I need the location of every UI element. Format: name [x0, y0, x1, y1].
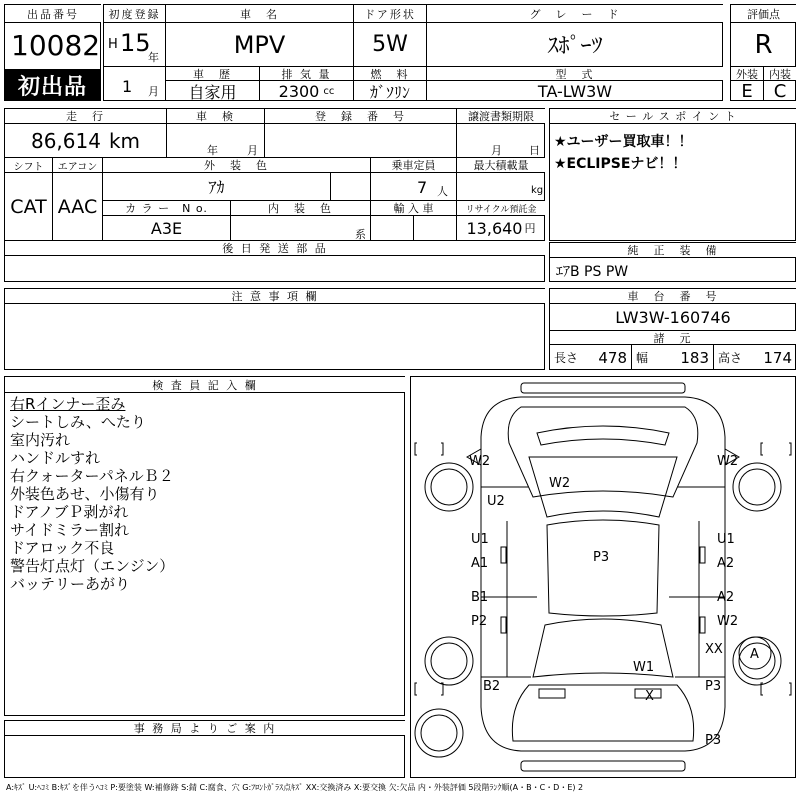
sales-label: セ ー ル ス ポ イ ン ト — [550, 109, 796, 124]
recycle: 13,640 — [466, 218, 523, 238]
history-label: 車 歴 — [166, 67, 260, 81]
color-no-label: カ ラ ー N o. — [103, 201, 231, 216]
inspector-line-7: ドアノブＰ剥がれ — [10, 503, 129, 521]
fuel: ｶﾞｿﾘﾝ — [354, 81, 427, 101]
parts-label: 後 日 発 送 部 品 — [5, 241, 545, 256]
mark-xx: XX — [705, 642, 723, 657]
mark-p3-bottom: P3 — [705, 733, 722, 748]
month: 1 — [122, 77, 133, 96]
inspector-block — [4, 376, 405, 716]
capacity-label: 乗車定員 — [371, 158, 457, 173]
inspection-cell — [167, 124, 265, 158]
year-unit: 年 — [148, 51, 159, 64]
mark-a2-r2: A2 — [717, 590, 735, 605]
score: R — [731, 23, 796, 67]
mark-w2-fl: W2 — [469, 454, 491, 469]
mark-a-circle: A — [750, 647, 759, 662]
chassis-label: 車 台 番 号 — [550, 289, 796, 304]
transfer-month: 月 — [491, 144, 502, 157]
inspector-line-9: ドアロック不良 — [10, 539, 115, 557]
recycle-unit: 円 — [524, 222, 536, 235]
mark-w1: W1 — [633, 660, 655, 675]
recycle-cell — [457, 216, 545, 241]
year: 15 — [120, 29, 151, 57]
mark-a1-l: A1 — [471, 556, 489, 571]
displacement-label: 排 気 量 — [260, 67, 354, 81]
transfer-day: 日 — [529, 144, 540, 157]
office-block — [4, 720, 405, 778]
equipment-label: 純 正 装 備 — [550, 243, 796, 258]
inspector-line-3: 室内汚れ — [10, 431, 71, 449]
reg-value — [265, 124, 457, 158]
inspector-line-4: ハンドルすれ — [10, 449, 101, 467]
int-color-cell — [231, 216, 371, 241]
exterior: E — [731, 81, 764, 101]
first-reg-label: 初度登録 — [104, 5, 166, 23]
parts-value — [5, 256, 545, 282]
mark-w2-fr: W2 — [717, 454, 739, 469]
car-diagram-block — [410, 376, 796, 778]
sales-block — [549, 108, 796, 241]
model: TA-LW3W — [537, 81, 613, 101]
footer-legend: A:ｷｽﾞ U:ﾍｺﾐ B:ｷｽﾞを伴うﾍｺﾐ P:要塗装 W:補修跡 S:錆 C:腐食、穴 G:ﾌﾛﾝﾄｶﾞﾗｽ点ｷｽﾞ XX:交換済み X:要交換 欠:欠品 内・外装評価 5段階ﾗﾝｸ順(A・B・C・D・E) 2 — [6, 783, 584, 792]
shift: CAT — [5, 173, 53, 241]
import-b — [414, 216, 457, 241]
history: 自家用 — [166, 81, 260, 101]
reg-label: 登 録 番 号 — [265, 109, 457, 124]
color: ｱｶ — [103, 173, 331, 201]
interior: C — [773, 81, 787, 101]
first-listing-badge: 初出品 — [5, 69, 100, 101]
sales-line-2: ★ECLIPSEナビ！！ — [554, 156, 687, 172]
load-cell — [457, 173, 545, 201]
displacement-unit: cc — [323, 85, 335, 97]
equipment-block — [549, 242, 796, 282]
recycle-label: リサイクル預託金 — [457, 201, 545, 216]
inspector-lines — [10, 395, 174, 593]
capacity-unit: 人 — [437, 185, 448, 198]
load-unit: kg — [531, 185, 544, 196]
import-label: 輸 入 車 — [371, 201, 457, 216]
car-name-label: 車 名 — [166, 5, 354, 23]
inspector-line-2: シートしみ、へたり — [10, 413, 146, 431]
inspection-year: 年 — [207, 144, 218, 157]
height: 174 — [763, 348, 792, 367]
mark-u1-r: U1 — [717, 532, 735, 547]
mark-u1-l: U1 — [471, 532, 489, 547]
main-header — [103, 4, 723, 101]
mark-b1-l: B1 — [471, 590, 489, 605]
score-label: 評価点 — [731, 5, 796, 23]
door-label: ドア形状 — [354, 5, 427, 23]
mark-w2-r2: W2 — [717, 614, 739, 629]
color-blank — [331, 173, 371, 201]
color-no: A3E — [103, 216, 231, 241]
mark-a2-r: A2 — [717, 556, 735, 571]
length: 478 — [598, 348, 627, 367]
lot-number: 10082 — [11, 29, 101, 62]
month-unit: 月 — [148, 85, 159, 98]
transfer-cell — [457, 124, 545, 158]
ac: AAC — [53, 173, 103, 241]
height-cell — [714, 345, 796, 370]
mark-p3-rq: P3 — [705, 679, 722, 694]
inspector-label: 検 査 員 記 入 欄 — [5, 377, 405, 393]
mark-u2: U2 — [487, 494, 505, 509]
inspector-line-6: 外装色あせ、小傷有り — [10, 485, 160, 503]
interior-label: 内装 — [764, 67, 796, 81]
int-color-label: 内 装 色 — [231, 201, 371, 216]
capacity-cell — [371, 173, 457, 201]
ac-label: エアコン — [53, 158, 103, 173]
notes-label: 注 意 事 項 欄 — [5, 289, 545, 304]
int-color-unit: 系 — [355, 228, 366, 241]
mark-b2: B2 — [483, 679, 501, 694]
mileage-cell — [5, 124, 167, 158]
detail-block — [4, 108, 545, 282]
mark-w2-hood: W2 — [549, 476, 571, 491]
width-cell — [632, 345, 714, 370]
mileage: 86,614 — [30, 128, 101, 153]
exterior-label: 外装 — [731, 67, 764, 81]
chassis-block — [549, 288, 796, 370]
lot-block — [4, 4, 101, 101]
grade-label: グ レ ー ド — [427, 5, 723, 23]
width: 183 — [680, 348, 709, 367]
chassis-value: LW3W-160746 — [550, 304, 796, 331]
shift-label: シフト — [5, 158, 53, 173]
height-label: 高さ — [718, 351, 743, 365]
inspection-label: 車 検 — [167, 109, 265, 124]
model-label: 型 式 — [427, 67, 723, 81]
fuel-label: 燃 料 — [354, 67, 427, 81]
import-a — [371, 216, 414, 241]
length-cell — [550, 345, 632, 370]
inspector-line-10: 警告灯点灯（エンジン） — [10, 557, 175, 575]
first-reg-month — [104, 67, 166, 101]
mileage-unit: km — [108, 128, 141, 153]
car-name: MPV — [166, 23, 354, 67]
sales-line-1: ★ユーザー買取車！！ — [554, 134, 693, 150]
spec-label: 諸 元 — [550, 331, 796, 345]
displacement: 2300 — [278, 81, 320, 101]
inspector-line-11: バッテリーあがり — [10, 575, 131, 593]
mark-p3-roof: P3 — [593, 550, 610, 565]
capacity: 7 — [417, 178, 428, 197]
inspector-line-1: 右Rインナー歪み — [10, 395, 126, 413]
width-label: 幅 — [636, 351, 649, 365]
score-block — [730, 4, 796, 101]
office-label: 事 務 局 よ り ご 案 内 — [5, 721, 405, 736]
mark-x: X — [645, 689, 654, 704]
mileage-label: 走 行 — [5, 109, 167, 124]
mark-p2-l: P2 — [471, 614, 488, 629]
inspector-line-8: サイドミラー割れ — [10, 521, 129, 539]
inspection-month: 月 — [247, 144, 258, 157]
equipment-value: ｴｱB PS PW — [556, 264, 629, 280]
car-diagram — [411, 377, 795, 777]
length-label: 長さ — [554, 351, 579, 365]
lot-label: 出品番号 — [5, 5, 101, 23]
door: 5W — [354, 23, 427, 67]
first-reg-year — [104, 23, 166, 67]
era: H — [108, 37, 118, 52]
load-label: 最大積載量 — [457, 158, 545, 173]
transfer-label: 譲渡書類期限 — [457, 109, 545, 124]
grade: ｽﾎﾟｰﾂ — [427, 23, 723, 67]
inspector-line-5: 右クォーターパネルＢ２ — [10, 467, 174, 485]
notes-block — [4, 288, 545, 370]
displacement-cell — [260, 81, 354, 101]
color-label: 外 装 色 — [103, 158, 371, 173]
